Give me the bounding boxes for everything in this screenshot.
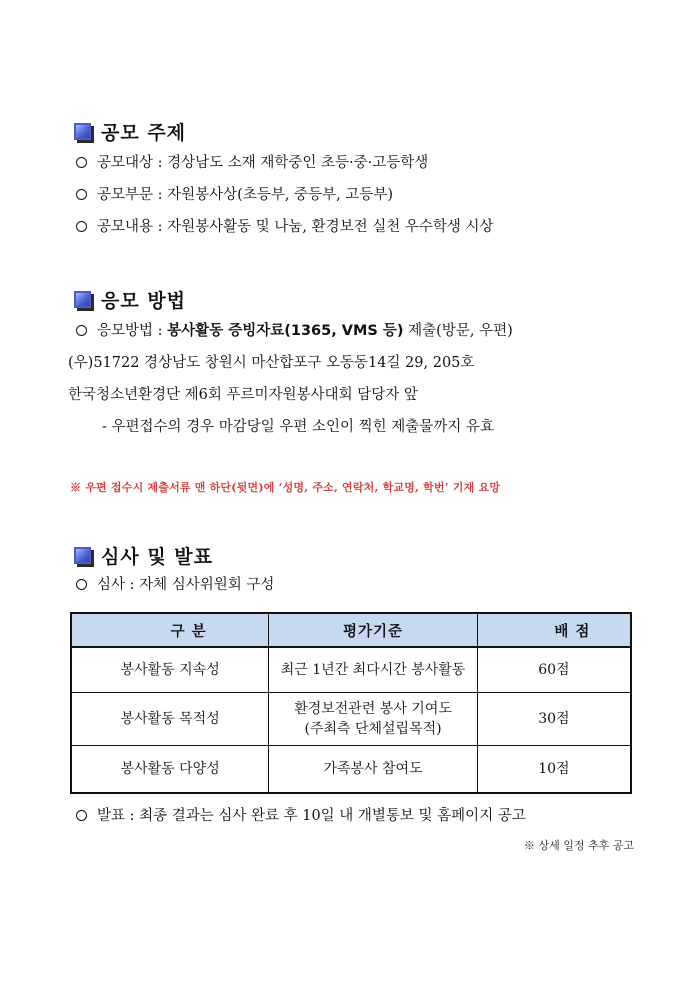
address-line: (우)51722 경상남도 창원시 마산합포구 오동동14길 29, 205호 xyxy=(68,355,475,371)
circle-bullet-icon xyxy=(76,810,87,821)
row-criteria: 환경보전관련 봉사 기여도 (주최측 단체설립목적) xyxy=(269,692,477,745)
postal-note: - 우편접수의 경우 마감당일 우편 소인이 찍힌 제출물까지 유효 xyxy=(102,419,494,435)
recipient-line: 한국청소년환경단 제6회 푸르미자원봉사대회 담당자 앞 xyxy=(68,387,418,403)
row-score: 30점 xyxy=(477,692,631,745)
row-criteria: 최근 1년간 최다시간 봉사활동 xyxy=(269,647,477,692)
method-line: 응모방법 : 봉사활동 증빙자료(1365, VMS 등) 제출(방문, 우편) xyxy=(76,321,513,341)
header-category: 구 분 xyxy=(71,613,269,647)
content-line: 공모내용 : 자원봉사활동 및 나눔, 환경보전 실천 우수학생 시상 xyxy=(76,217,494,237)
score-table xyxy=(70,612,632,794)
red-warning-note: ※ 우편 접수시 제출서류 맨 하단(뒷면)에 ‘성명, 주소, 연락처, 학교명, 학번’ 기재 요망 xyxy=(70,481,501,494)
review-line: 심사 : 자체 심사위원회 구성 xyxy=(76,575,274,595)
section-title: 응모 방법 xyxy=(101,290,187,312)
header-score: 배 점 xyxy=(477,613,631,647)
square-bullet-icon xyxy=(74,123,91,140)
section-heading-method xyxy=(74,286,186,313)
category-line: 공모부문 : 자원봉사상(초등부, 중등부, 고등부) xyxy=(76,185,393,205)
section-heading-topic xyxy=(74,118,186,145)
table-header-row xyxy=(71,613,631,647)
row-category: 봉사활동 목적성 xyxy=(71,692,269,745)
table-row xyxy=(71,692,631,745)
section-heading-review xyxy=(74,542,213,569)
row-score: 10점 xyxy=(477,745,631,793)
target-line: 공모대상 : 경상남도 소재 재학중인 초등·중·고등학생 xyxy=(76,153,428,173)
announcement-line: 발표 : 최종 결과는 심사 완료 후 10일 내 개별통보 및 홈페이지 공고 xyxy=(76,806,526,826)
section-title: 공모 주제 xyxy=(101,122,187,144)
row-score: 60점 xyxy=(477,647,631,692)
table-row xyxy=(71,745,631,793)
circle-bullet-icon xyxy=(76,221,87,232)
row-category: 봉사활동 다양성 xyxy=(71,745,269,793)
circle-bullet-icon xyxy=(76,325,87,336)
table-row xyxy=(71,647,631,692)
row-category: 봉사활동 지속성 xyxy=(71,647,269,692)
section-title: 심사 및 발표 xyxy=(101,546,213,568)
schedule-note: ※ 상세 일정 추후 공고 xyxy=(524,839,634,852)
circle-bullet-icon xyxy=(76,579,87,590)
row-criteria: 가족봉사 참여도 xyxy=(269,745,477,793)
method-bold: 봉사활동 증빙자료(1365, VMS 등) xyxy=(167,323,404,339)
square-bullet-icon xyxy=(74,547,91,564)
header-criteria: 평가기준 xyxy=(269,613,477,647)
circle-bullet-icon xyxy=(76,189,87,200)
square-bullet-icon xyxy=(74,291,91,308)
circle-bullet-icon xyxy=(76,157,87,168)
